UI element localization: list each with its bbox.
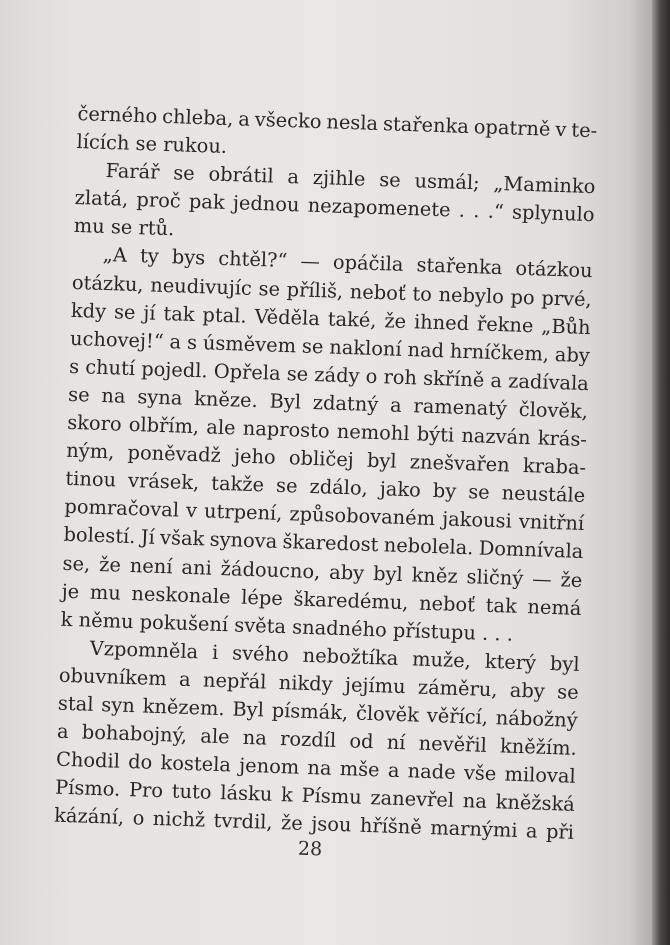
- text-line: mu se rtů.: [73, 214, 175, 241]
- book-spine-shadow: [652, 0, 670, 945]
- text-line: zlatá, proč pak jednou nezapomenete . . .“ splynulo: [74, 186, 595, 227]
- text-line: k němu pokušení světa snadného přístupu . . .: [60, 607, 514, 646]
- text-line: bolestí. Jí však synova škaredost nebolela. Domnívala: [63, 523, 584, 564]
- text-line: otázku, neudivujíc se příliš, neboť to nebylo po prvé,: [71, 270, 593, 311]
- text-line: Chodil do kostela jenom na mše a nade vše miloval: [55, 747, 577, 789]
- text-line: černého chleba, a všecko nesla stařenka opatrně v te-: [77, 101, 598, 143]
- text-line: skoro olbřím, ale naprosto nemohl býti nazván krás-: [66, 410, 588, 452]
- text-line: „A ty bys chtěl?“ — opáčila stařenka otázkou: [102, 243, 593, 283]
- text-line: lících se rukou.: [76, 130, 228, 159]
- text-line: pomračoval v utrpení, způsobovaném jakousi vnitřní: [64, 495, 585, 536]
- text-line: se, že není ani žádoucno, aby byl kněz sličný — že: [62, 551, 583, 592]
- text-line: stal syn knězem. Byl písmák, člověk věřící, nábožný: [57, 691, 579, 732]
- text-line: kázání, o nichž tvrdil, že jsou hříšně marnými a při: [53, 803, 575, 845]
- body-text: [54, 100, 598, 847]
- text-line: a bohabojný, ale na rozdíl od ní nevěřil kněžím.: [56, 719, 578, 760]
- text-line: obuvníkem a nepřál nikdy jejímu záměru, aby se: [58, 663, 580, 704]
- text-line: ným, poněvadž jeho obličej byl znešvařen kraba-: [65, 438, 587, 480]
- text-line: Farář se obrátil a zjihle se usmál; „Maminko: [105, 159, 596, 199]
- text-line: Vzpomněla i svého nebožtíka muže, který byl: [89, 636, 580, 676]
- text-line: se na syna kněze. Byl zdatný a ramenatý člověk,: [67, 382, 589, 424]
- text-line: tinou vrásek, takže se zdálo, jako by se neustále: [65, 467, 586, 508]
- text-line: s chutí pojedl. Opřela se zády o roh skříně a zadívala: [68, 354, 590, 395]
- text-line: je mu neskonale lépe škaredému, neboť tak nemá: [61, 579, 582, 620]
- text-line: kdy se jí tak ptal. Věděla také, že ihned řekne „Bůh: [70, 298, 592, 339]
- page-number: 28: [297, 837, 323, 861]
- text-line: uchovej!“ a s úsměvem se nakloní nad hrníčkem, aby: [69, 326, 591, 367]
- text-line: Písmo. Pro tuto lásku k Písmu zanevřel na kněžská: [54, 775, 576, 817]
